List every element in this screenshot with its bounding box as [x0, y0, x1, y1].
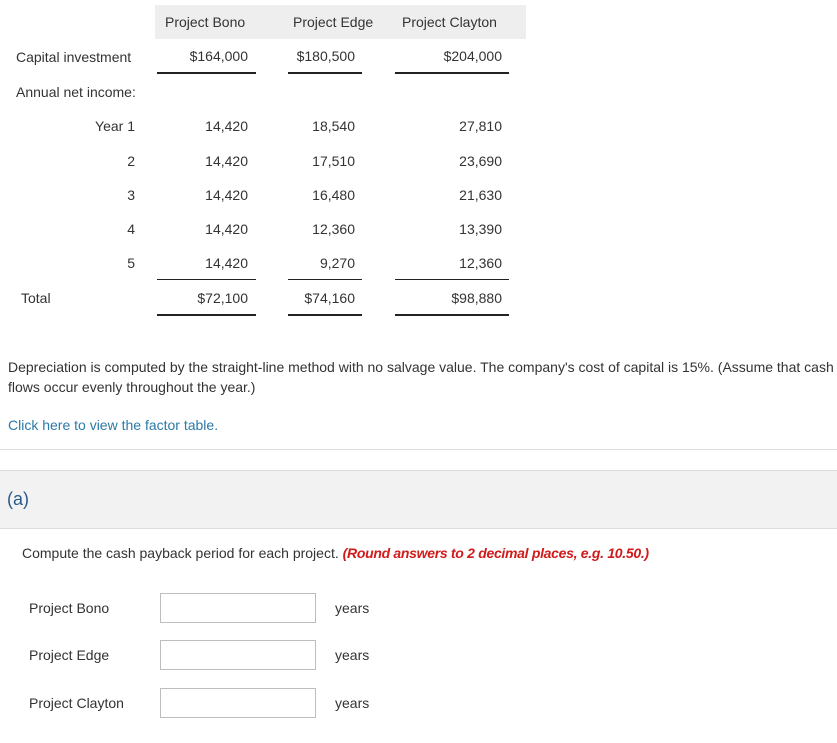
year1-bono: 14,420	[205, 118, 248, 134]
year4-bono: 14,420	[205, 221, 248, 237]
divider	[0, 449, 837, 450]
capital-bono: $164,000	[189, 48, 248, 64]
header-project-clayton: Project Clayton	[402, 14, 497, 30]
answer-label-edge: Project Edge	[29, 647, 110, 663]
underline-year5-edge	[288, 279, 362, 280]
question-instruction	[22, 545, 649, 561]
year3-edge: 16,480	[312, 187, 355, 203]
year2-clayton: 23,690	[459, 153, 502, 169]
year3-bono: 14,420	[205, 187, 248, 203]
underline-capital-bono	[157, 72, 256, 74]
rounding-hint: (Round answers to 2 decimal places, e.g. 10.50.)	[342, 545, 649, 561]
total-bono: $72,100	[197, 290, 248, 306]
year4-edge: 12,360	[312, 221, 355, 237]
annual-net-income-label: Annual net income:	[16, 84, 136, 100]
year-label: 3	[127, 187, 135, 203]
unit-years: years	[335, 647, 370, 663]
factor-table-link[interactable]: Click here to view the factor table.	[8, 417, 219, 433]
capital-edge: $180,500	[296, 48, 355, 64]
capital-clayton: $204,000	[443, 48, 502, 64]
answer-label-clayton: Project Clayton	[29, 695, 124, 711]
year2-edge: 17,510	[312, 153, 355, 169]
year2-bono: 14,420	[205, 153, 248, 169]
payback-bono-input[interactable]	[160, 593, 316, 623]
underline-capital-edge	[288, 72, 362, 74]
unit-years: years	[335, 600, 370, 616]
year-label: Year 1	[95, 118, 135, 134]
total-label: Total	[21, 290, 51, 306]
underline-capital-clayton	[395, 72, 509, 74]
payback-edge-input[interactable]	[160, 640, 316, 670]
answer-label-bono: Project Bono	[29, 600, 110, 616]
instruction-text: Compute the cash payback period for each project.	[22, 545, 339, 561]
capital-investment-label: Capital investment	[16, 49, 132, 65]
year-label: 4	[127, 221, 135, 237]
problem-description: Depreciation is computed by the straight-line method with no salvage value. The company's cost of capital is 15%. (Assume that cash flows occur evenly throughout the year.)	[8, 359, 834, 395]
year3-clayton: 21,630	[459, 187, 502, 203]
double-underline-total-bono	[157, 314, 256, 316]
header-project-bono: Project Bono	[165, 14, 246, 30]
year5-bono: 14,420	[205, 255, 248, 271]
double-underline-total-clayton	[395, 314, 509, 316]
unit-years: years	[335, 695, 370, 711]
year-label: 5	[127, 255, 135, 271]
header-project-edge: Project Edge	[293, 14, 374, 30]
part-a-header	[0, 470, 837, 529]
year1-clayton: 27,810	[459, 118, 502, 134]
year1-edge: 18,540	[312, 118, 355, 134]
part-a-label: (a)	[7, 489, 29, 509]
year5-clayton: 12,360	[459, 255, 502, 271]
year-label: 2	[127, 153, 135, 169]
double-underline-total-edge	[288, 314, 362, 316]
year4-clayton: 13,390	[459, 221, 502, 237]
underline-year5-bono	[157, 279, 256, 280]
total-clayton: $98,880	[451, 290, 502, 306]
year5-edge: 9,270	[319, 255, 355, 271]
payback-clayton-input[interactable]	[160, 688, 316, 718]
total-edge: $74,160	[304, 290, 355, 306]
underline-year5-clayton	[395, 279, 509, 280]
